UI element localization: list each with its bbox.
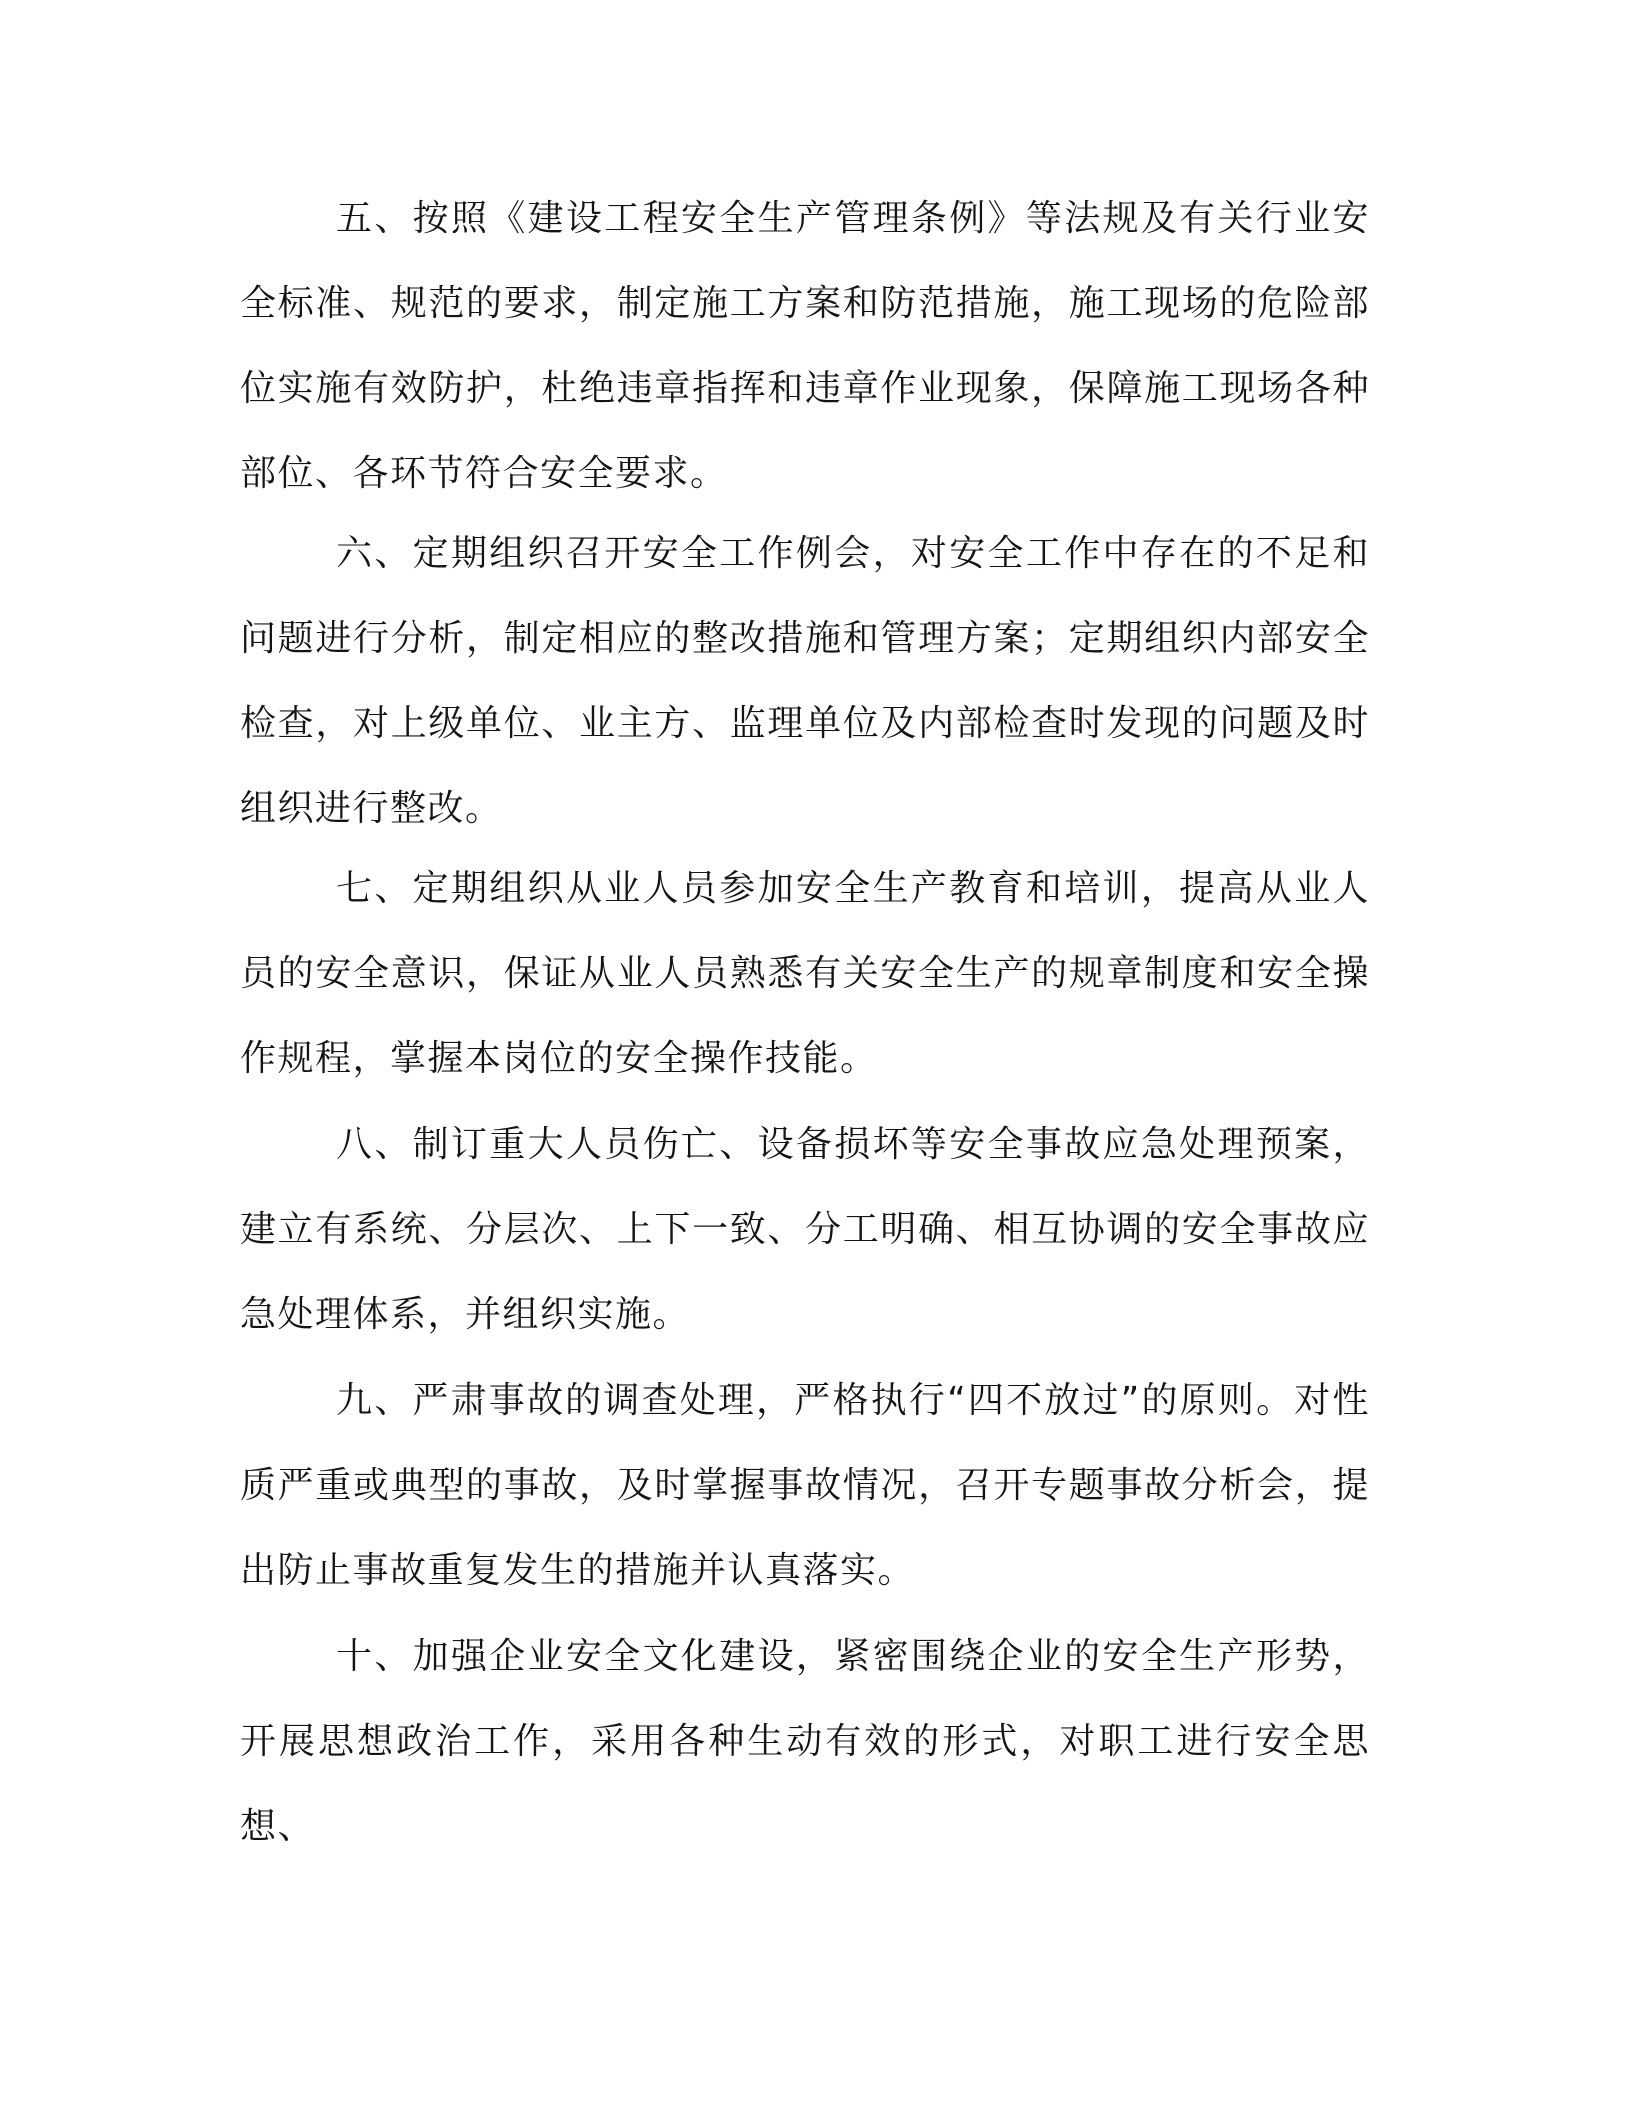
paragraph-7: 七、定期组织从业人员参加安全生产教育和培训，提高从业人员的安全意识，保证从业人员熟悉有关安全生产的规章制度和安全操作规程，掌握本岗位的安全操作技能。 <box>240 868 1370 1079</box>
paragraph-6: 六、定期组织召开安全工作例会，对安全工作中存在的不足和问题进行分析，制定相应的整改措施和管理方案；定期组织内部安全检查，对上级单位、业主方、监理单位及内部检查时发现的问题及时组织进行整改。 <box>240 533 1370 829</box>
paragraph-10: 十、加强企业安全文化建设，紧密围绕企业的安全生产形势，开展思想政治工作，采用各种生动有效的形式，对职工进行安全思想、 <box>240 1636 1370 1847</box>
paragraph-5: 五、按照《建设工程安全生产管理条例》等法规及有关行业安全标准、规范的要求，制定施工方案和防范措施，施工现场的危险部位实施有效防护，杜绝违章指挥和违章作业现象，保障施工现场各种部位、各环节符合安全要求。 <box>240 198 1370 494</box>
paragraph-8: 八、制订重大人员伤亡、设备损坏等安全事故应急处理预案，建立有系统、分层次、上下一致、分工明确、相互协调的安全事故应急处理体系，并组织实施。 <box>240 1124 1370 1335</box>
paragraph-9: 九、严肃事故的调查处理，严格执行“四不放过”的原则。对性质严重或典型的事故，及时掌握事故情况，召开专题事故分析会，提出防止事故重复发生的措施并认真落实。 <box>240 1380 1370 1591</box>
